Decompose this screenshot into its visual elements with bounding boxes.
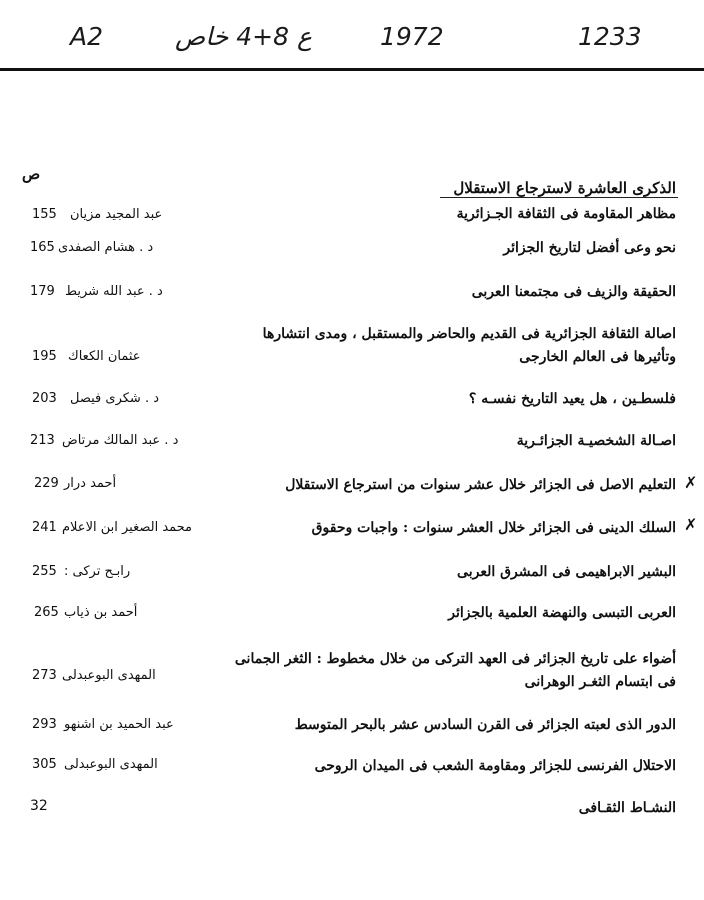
toc-author: المهدى البوعبدلى [62, 668, 156, 683]
toc-title: نحو وعى أفضل لتاريخ الجزائر [503, 240, 676, 256]
toc-author: د . هشام الصفدى [58, 240, 154, 255]
toc-page: 165 [30, 240, 55, 255]
footer-title: النشـاط الثقـافى [578, 800, 676, 816]
margin-x-mark: ✗ [684, 515, 698, 534]
toc-title-continued: وتأثيرها فى العالم الخارجى [519, 349, 676, 365]
toc-page: 273 [32, 668, 57, 683]
toc-page: 265 [34, 605, 59, 620]
toc-title: العربى التبسى والنهضة العلمية بالجزائر [448, 605, 676, 621]
heading-underline [440, 197, 678, 198]
margin-x-mark: ✗ [684, 473, 698, 492]
toc-title: الحقيقة والزيف فى مجتمعنا العربى [471, 284, 676, 300]
header-rule [0, 68, 704, 71]
toc-title: البشير الابراهيمى فى المشرق العربى [457, 564, 676, 580]
toc-author: عبد المجيد مزيان [70, 207, 163, 222]
toc-author: المهدى البوعبدلى [64, 757, 158, 772]
page-column-label: ص [22, 165, 41, 183]
toc-author: محمد الصغير ابن الاعلام [62, 520, 193, 535]
toc-page: 255 [32, 564, 57, 579]
toc-title-continued: فى ابتسام الثغـر الوهرانى [524, 674, 676, 690]
toc-page: 241 [32, 520, 57, 535]
handwritten-a2: A2 [70, 22, 104, 51]
section-heading: الذكرى العاشرة لاسترجاع الاستقلال [453, 179, 676, 197]
toc-author: رابـح تركى : [64, 564, 131, 579]
toc-title: الاحتلال الفرنسى للجزائر ومقاومة الشعب فى الميدان الروحى [314, 758, 676, 774]
toc-author: د . عبد المالك مرتاض [62, 433, 179, 448]
toc-page: 305 [32, 757, 57, 772]
toc-author: عبد الحميد بن اشنهو [64, 717, 174, 732]
toc-author: د . شكرى فيصل [70, 391, 159, 406]
toc-author: د . عبد الله شريط [65, 284, 163, 299]
toc-page: 293 [32, 717, 57, 732]
handwritten-number: 1233 [578, 22, 642, 51]
toc-title: التعليم الاصل فى الجزائر خلال عشر سنوات من استرجاع الاستقلال [285, 477, 676, 493]
toc-page: 195 [32, 349, 57, 364]
footer-page: 32 [30, 798, 48, 814]
toc-title: اصالة الثقافة الجزائرية فى القديم والحاضر والمستقبل ، ومدى انتشارها [262, 326, 676, 342]
toc-author: عثمان الكعاك [68, 349, 141, 364]
handwritten-code: ع 8+4 خاص [175, 22, 312, 51]
toc-title: السلك الدينى فى الجزائر خلال العشر سنوات : واجبات وحقوق [311, 520, 676, 536]
toc-author: أحمد بن ذياب [64, 605, 138, 620]
toc-page: 203 [32, 391, 57, 406]
toc-page: 229 [34, 476, 59, 491]
toc-page: 213 [30, 433, 55, 448]
toc-author: أحمد درار [64, 476, 117, 491]
toc-title: أضواء على تاريخ الجزائر فى العهد التركى من خلال مخطوط : الثغر الجمانى [234, 651, 676, 667]
toc-title: الدور الذى لعبته الجزائر فى القرن السادس عشر بالبحر المتوسط [294, 717, 676, 733]
toc-page: 179 [30, 284, 55, 299]
toc-title: مظاهر المقاومة فى الثقافة الجـزائرية [456, 206, 676, 222]
toc-title: فلسطـين ، هل يعيد التاريخ نفسـه ؟ [468, 391, 676, 407]
toc-page: 155 [32, 207, 57, 222]
toc-title: اصـالة الشخصيـة الجزائـرية [516, 433, 676, 449]
handwritten-year: 1972 [380, 22, 444, 51]
